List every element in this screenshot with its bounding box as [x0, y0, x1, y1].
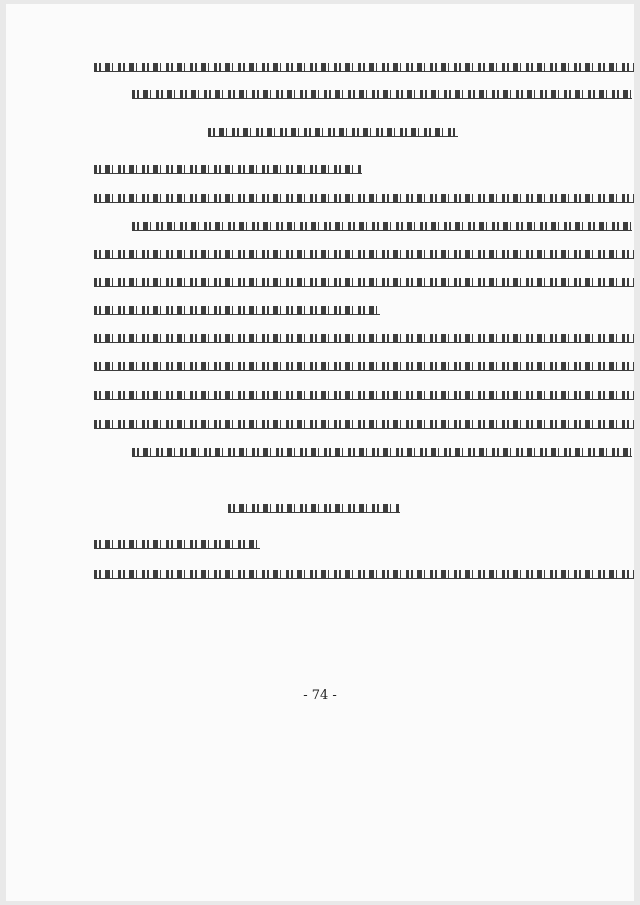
text-line — [94, 540, 260, 549]
page-number: - 74 - — [303, 688, 337, 703]
text-line — [94, 165, 362, 174]
text-line — [94, 194, 634, 203]
text-line — [94, 306, 380, 315]
text-line — [94, 420, 634, 429]
text-line — [94, 391, 634, 400]
text-line — [94, 63, 634, 72]
text-line — [94, 278, 634, 287]
text-line — [132, 222, 632, 231]
text-line — [94, 334, 634, 343]
text-line — [94, 570, 634, 579]
text-line — [94, 362, 634, 371]
text-line — [132, 90, 632, 99]
text-line — [228, 504, 400, 513]
text-line — [94, 250, 634, 259]
text-line — [132, 448, 632, 457]
text-line — [208, 128, 458, 137]
